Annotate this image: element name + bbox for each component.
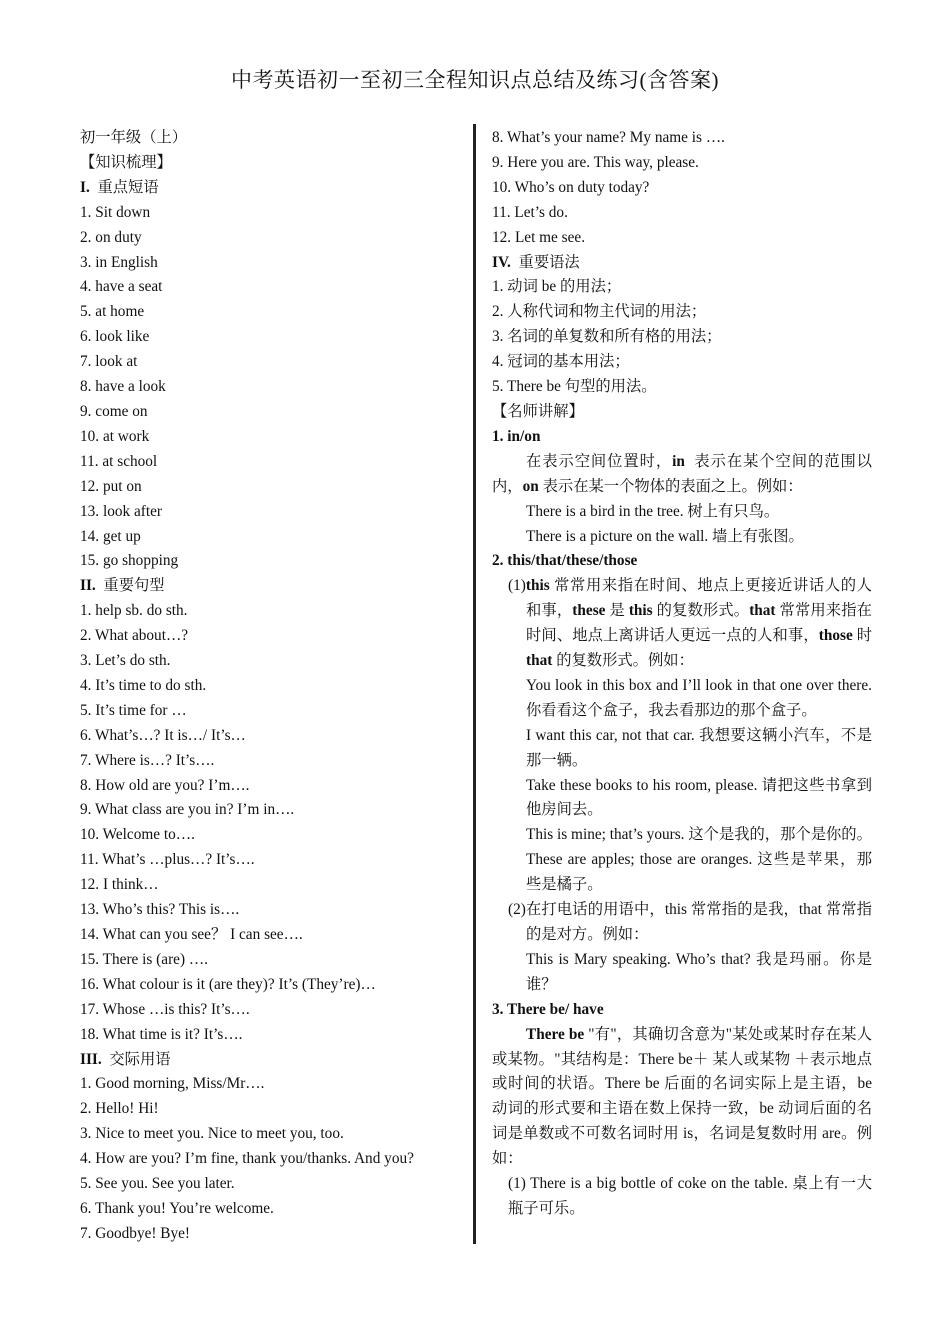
- list-item: 5. There be 句型的用法。: [492, 378, 657, 396]
- list-item: 8. What’s your name? My name is ….: [492, 129, 725, 146]
- topic-in-on-heading: 1. in/on: [492, 427, 541, 445]
- list-item: 18. What time is it? It’s….: [80, 1025, 243, 1043]
- topic-in-on-text: 在表示空间位置时，in 表示在某个空间的范围以内，on 表示在某一个物体的表面之上。例如：: [492, 452, 872, 495]
- list-item: 1. 动词 be 的用法；: [492, 278, 622, 296]
- list-item: 15. go shopping: [80, 552, 179, 570]
- list-item: 1. help sb. do sth.: [80, 602, 188, 620]
- expression-list: [80, 1072, 460, 1246]
- list-item: 6. What’s…? It is…/ It’s…: [80, 726, 246, 744]
- list-item: 4. How are you? I’m fine, thank you/thanks. And you?: [80, 1150, 414, 1168]
- list-item: 14. What can you see？ I can see….: [80, 926, 303, 943]
- example-sentence: You look in this box and I’ll look in that one over there.你看看这个盒子，我去看那边的那个盒子。: [526, 676, 872, 719]
- example-sentence: There is a bird in the tree. 树上有只鸟。: [526, 502, 780, 520]
- topic-there-be-text: There be "有"，其确切含意为"某处或某时存在某人或某物。"其结构是：There be＋ 某人或某物 ＋表示地点或时间的状语。There be 后面的名词实际上是主语，be 动词的形式要和主语在数上保持一致，be 动词后面的名词是单数或不可数名词时用 is，名词是复数时用 are。例如：: [492, 1025, 872, 1168]
- list-item: 13. look after: [80, 502, 162, 520]
- list-item: 11. What’s …plus…? It’s….: [80, 851, 255, 869]
- list-item: 7. Goodbye! Bye!: [80, 1224, 191, 1242]
- list-item: 1. Good morning, Miss/Mr….: [80, 1075, 265, 1093]
- list-item: 4. 冠词的基本用法；: [492, 353, 630, 371]
- list-item: 10. at work: [80, 427, 150, 445]
- list-item: 2. 人称代词和物主代词的用法；: [492, 303, 707, 321]
- example-sentence: This is mine; that’s yours. 这个是我的，那个是你的。: [526, 826, 872, 844]
- list-item: 12. Let me see.: [492, 228, 586, 246]
- topic-there-be-heading: 3. There be/ have: [492, 1000, 604, 1018]
- list-item: 8. have a look: [80, 378, 166, 396]
- left-column: [80, 126, 460, 1247]
- list-item: 10. Welcome to….: [80, 826, 195, 844]
- section-expressions-heading: III. 交际用语: [80, 1050, 171, 1068]
- list-item: 15. There is (are) ….: [80, 950, 208, 968]
- example-sentence: (1) There is a big bottle of coke on the table. 桌上有一大瓶子可乐。: [508, 1175, 872, 1217]
- list-item: 5. It’s time for …: [80, 701, 187, 719]
- example-sentence: I want this car, not that car. 我想要这辆小汽车，不是那一辆。: [526, 726, 872, 769]
- list-item: 4. have a seat: [80, 278, 163, 296]
- grade-heading: 初一年级（上）: [80, 129, 188, 146]
- section-grammar-heading: IV. 重要语法: [492, 253, 580, 271]
- list-item: 7. Where is…? It’s….: [80, 751, 215, 769]
- list-item: 16. What colour is it (are they)? It’s (They’re)…: [80, 975, 376, 993]
- list-item: 13. Who’s this? This is….: [80, 901, 240, 919]
- list-item: 2. Hello! Hi!: [80, 1100, 159, 1118]
- phrase-list: [80, 201, 460, 575]
- topic-demonstratives-point-1: (1)this 常常用来指在时间、地点上更接近讲话人的人和事，these 是 this 的复数形式。that 常常用来指在时间、地点上离讲话人更远一点的人和事，those 时 that 的复数形式。例如：: [508, 577, 872, 670]
- list-item: 10. Who’s on duty today?: [492, 178, 650, 196]
- list-item: 12. put on: [80, 477, 142, 495]
- example-sentence: There is a picture on the wall. 墙上有张图。: [526, 527, 804, 545]
- teacher-heading: 【名师讲解】: [492, 402, 584, 420]
- list-item: 7. look at: [80, 353, 138, 371]
- right-column: [492, 126, 872, 1222]
- list-item: 11. at school: [80, 452, 158, 470]
- list-item: 2. on duty: [80, 228, 142, 246]
- topic-demonstratives-point-2: (2)在打电话的用语中，this 常常指的是我，that 常常指的是对方。例如：: [508, 901, 872, 943]
- list-item: 14. get up: [80, 527, 141, 545]
- section-patterns-heading: II. 重要句型: [80, 577, 165, 595]
- pattern-list: [80, 599, 460, 1047]
- column-divider: [473, 124, 476, 1244]
- list-item: 5. at home: [80, 303, 145, 321]
- list-item: 8. How old are you? I’m….: [80, 776, 250, 794]
- example-sentence: Take these books to his room, please. 请把这些书拿到他房间去。: [526, 776, 872, 819]
- topic-demonstratives-heading: 2. this/that/these/those: [492, 552, 638, 570]
- list-item: 4. It’s time to do sth.: [80, 676, 207, 694]
- list-item: 3. Let’s do sth.: [80, 652, 171, 670]
- list-item: 9. What class are you in? I’m in….: [80, 801, 295, 819]
- list-item: 11. Let’s do.: [492, 203, 568, 221]
- list-item: 9. come on: [80, 402, 148, 420]
- list-item: 12. I think…: [80, 876, 159, 894]
- example-sentence: This is Mary speaking. Who’s that? 我是玛丽。你是谁？: [526, 950, 872, 993]
- list-item: 5. See you. See you later.: [80, 1175, 235, 1193]
- list-item: 9. Here you are. This way, please.: [492, 153, 699, 171]
- expression-list-continued: [492, 126, 872, 251]
- example-sentence: These are apples; those are oranges. 这些是苹果，那些是橘子。: [526, 851, 872, 894]
- list-item: 1. Sit down: [80, 203, 151, 221]
- document-title: 中考英语初一至初三全程知识点总结及练习(含答案): [231, 68, 719, 92]
- section-phrases-heading: I. 重点短语: [80, 178, 159, 196]
- list-item: 2. What about…?: [80, 627, 189, 645]
- list-item: 3. Nice to meet you. Nice to meet you, too.: [80, 1125, 344, 1143]
- knowledge-heading: 【知识梳理】: [80, 153, 172, 171]
- list-item: 6. Thank you! You’re welcome.: [80, 1199, 274, 1217]
- grammar-list: [492, 275, 872, 400]
- list-item: 6. look like: [80, 328, 150, 346]
- list-item: 17. Whose …is this? It’s….: [80, 1000, 250, 1018]
- list-item: 3. in English: [80, 253, 158, 271]
- list-item: 3. 名词的单复数和所有格的用法；: [492, 328, 722, 346]
